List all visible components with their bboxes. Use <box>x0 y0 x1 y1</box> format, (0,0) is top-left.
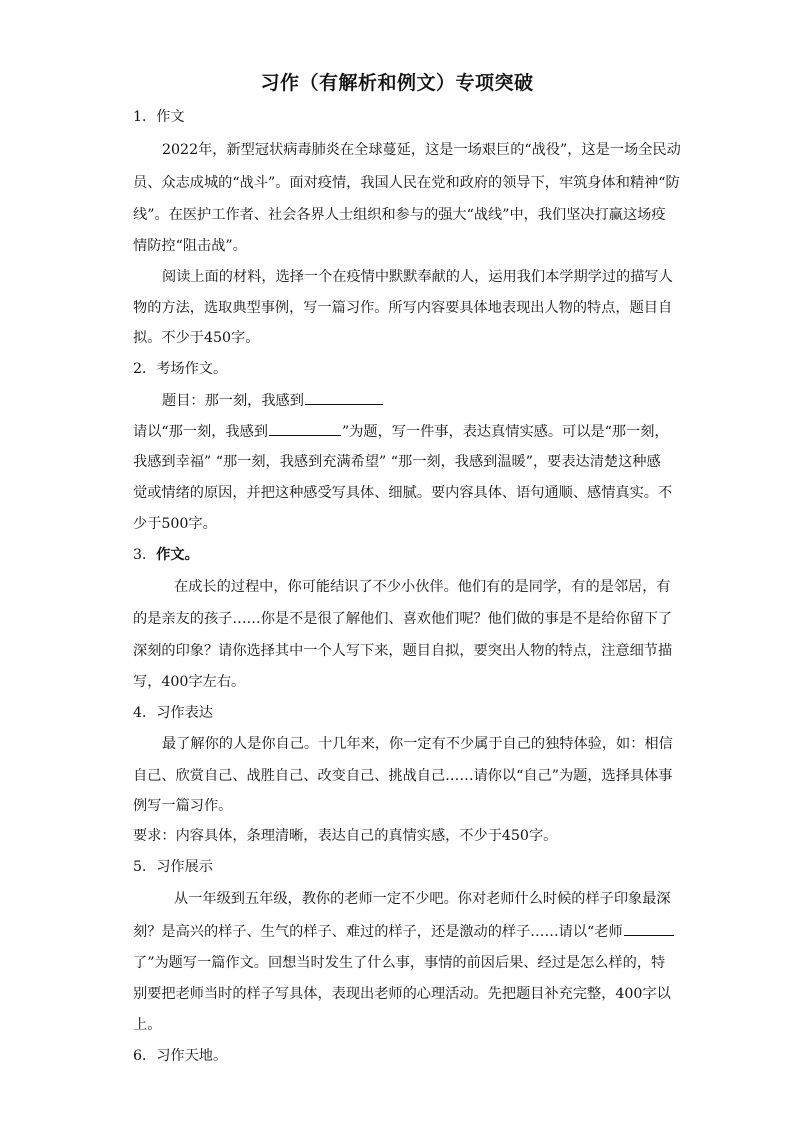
q5-line1: 从一年级到五年级，教你的老师一定不少吧。你对老师什么时候的样子印象最深 <box>174 891 671 907</box>
q1-p2-line2: 物的方法，选取典型事例，写一篇习作。所写内容要具体地表现出人物的特点，题目自 <box>133 300 673 316</box>
q3-line3: 深刻的印象？请你选择其中一个人写下来，题目自拟，要突出人物的特点，注意细节描 <box>133 643 673 659</box>
q3-heading-text: 作文。 <box>156 547 199 563</box>
q1-p1-line2: 员、众志成城的“战斗”。面对疫情，我国人民在党和政府的领导下，牢筑身体和精神“防 <box>133 175 680 191</box>
q3-line2: 的是亲友的孩子……你是不是很了解他们、喜欢他们呢？他们做的事是不是给你留下了 <box>133 611 673 627</box>
q5-line2-blank <box>624 921 674 936</box>
q2-topic <box>162 390 384 411</box>
q5-heading: 5．习作展示 <box>133 859 213 875</box>
q1-p1-line1: 2022年，新型冠状病毒肺炎在全球蔓延，这是一场艰巨的“战役”，这是一场全民动 <box>162 142 681 158</box>
q2-line1-suffix: ”为题，写一件事，表达真情实感。可以是“那一刻， <box>341 424 669 440</box>
q1-p1-line3: 线”。在医护工作者、社会各界人士组织和参与的强大“战线”中，我们坚决打赢这场疫 <box>133 207 666 223</box>
q3-line1: 在成长的过程中，你可能结识了不少小伙伴。他们有的是同学，有的是邻居，有 <box>174 579 671 595</box>
q2-line3: 觉或情绪的原因，并把这种感受写具体、细腻。要内容具体、语句通顺、感情真实。不 <box>133 485 673 501</box>
q2-line1-blank <box>269 421 341 436</box>
q2-line2: 我感到幸福” “那一刻，我感到充满希望” “那一刻，我感到温暖”，要表达清楚这种感 <box>133 454 661 470</box>
q2-topic-blank <box>305 390 383 405</box>
q3-heading <box>133 545 199 565</box>
q4-line3: 例写一篇习作。 <box>133 798 233 814</box>
q5-line2 <box>133 921 675 942</box>
q5-line4: 别要把老师当时的样子写具体，表现出老师的心理活动。先把题目补充完整，400字以 <box>133 986 671 1002</box>
q1-p1-line4: 情防控“阻击战”。 <box>133 238 247 254</box>
q6-heading: 6．习作天地。 <box>133 1048 228 1064</box>
q4-heading: 4．习作表达 <box>133 705 213 721</box>
q3-line4: 写，400字左右。 <box>133 674 246 690</box>
q1-p2-line3: 拟。不少于450字。 <box>133 330 260 346</box>
q4-requirement: 要求：内容具体，条理清晰，表达自己的真情实感，不少于450字。 <box>133 828 558 844</box>
q4-line1: 最了解你的人是你自己。十几年来，你一定有不少属于自己的独特体验，如：相信 <box>162 736 673 752</box>
q2-line4: 少于500字。 <box>133 516 217 532</box>
q3-heading-num: 3． <box>133 547 157 563</box>
q2-heading: 2．考场作文。 <box>133 361 228 377</box>
q1-heading: 1．作文 <box>133 109 185 125</box>
page-title: 习作（有解析和例文）专项突破 <box>260 72 534 94</box>
q2-line1 <box>133 421 669 442</box>
q2-line1-prefix: 请以“那一刻，我感到 <box>133 424 268 440</box>
q2-topic-text: 题目：那一刻，我感到 <box>162 393 304 409</box>
q1-p2-line1: 阅读上面的材料，选择一个在疫情中默默奉献的人，运用我们本学期学过的描写人 <box>162 269 673 285</box>
q5-line3: 了”为题写一篇作文。回想当时发生了什么事，事情的前因后果、经过是怎么样的，特 <box>133 955 666 971</box>
q5-line2-text: 刻？是高兴的样子、生气的样子、难过的样子，还是激动的样子……请以“老师 <box>133 924 623 940</box>
q5-line5: 上。 <box>133 1017 162 1033</box>
q4-line2: 自己、欣赏自己、战胜自己、改变自己、挑战自己……请你以“自己”为题，选择具体事 <box>133 768 673 784</box>
